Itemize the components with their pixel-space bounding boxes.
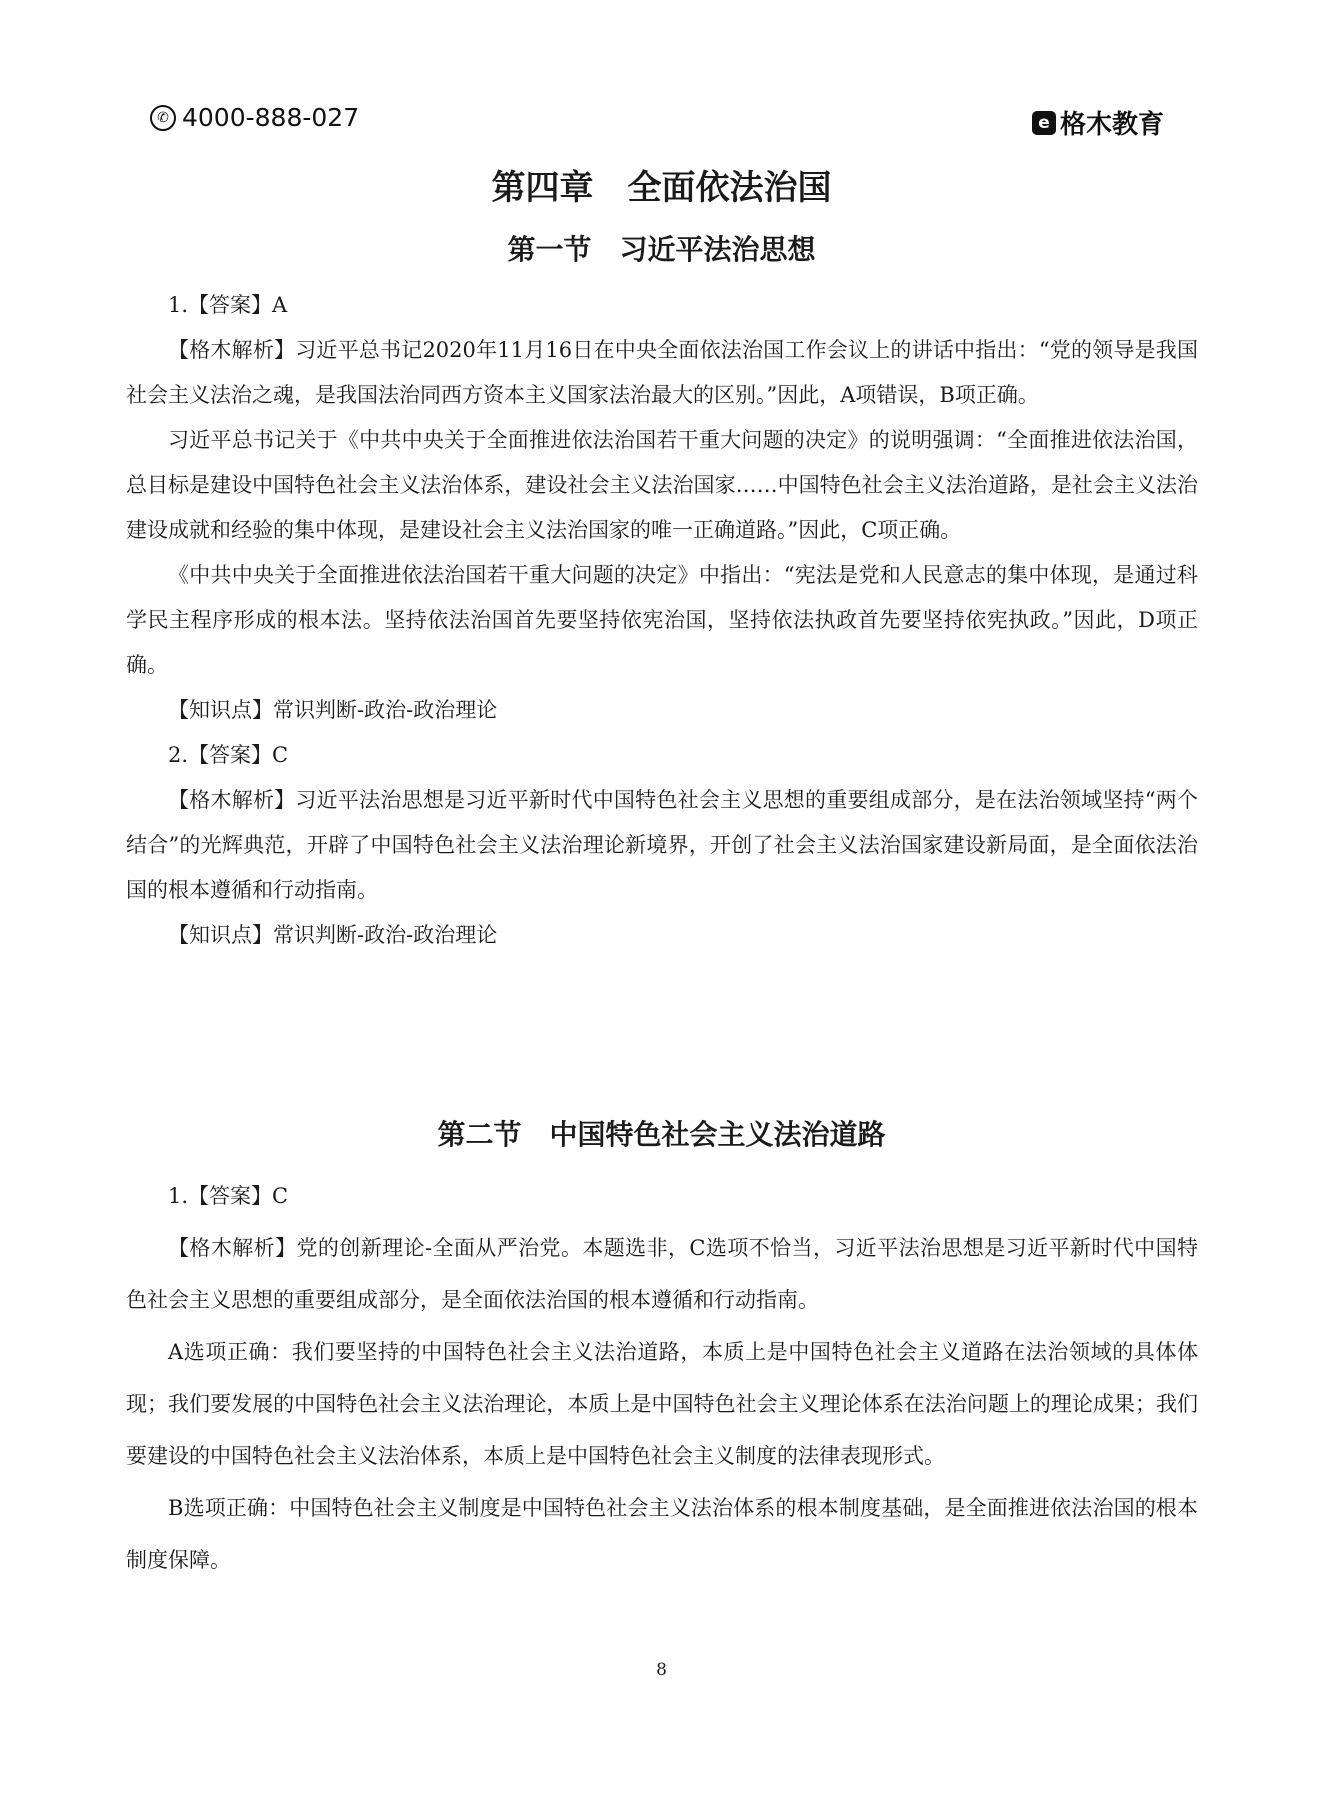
answer-line: 1.【答案】A [168,293,288,317]
chapter-title: 第四章 全面依法治国 [491,168,832,208]
section-2-body [126,1170,1198,1586]
option-explanation: B选项正确：中国特色社会主义制度是中国特色社会主义法治体系的根本制度基础，是全面推进依法治国的根本制度保障。 [126,1496,1198,1572]
header-phone [150,103,359,132]
phone-number: 4000-888-027 [182,103,360,132]
answer-line: 1.【答案】C [168,1184,289,1208]
option-explanation: A选项正确：我们要坚持的中国特色社会主义法治道路，本质上是中国特色社会主义道路在法治领域的具体体现；我们要发展的中国特色社会主义法治理论，本质上是中国特色社会主义理论体系在法治问题上的理论成果；我们要建设的中国特色社会主义法治体系，本质上是中国特色社会主义制度的法律表现形式。 [126,1340,1198,1468]
analysis-paragraph: 【格木解析】习近平法治思想是习近平新时代中国特色社会主义思想的重要组成部分，是在法治领域坚持“两个结合”的光辉典范，开辟了中国特色社会主义法治理论新境界，开创了社会主义法治国家建设新局面，是全面依法治国的根本遵循和行动指南。 [126,788,1198,902]
brand-logo [1032,104,1164,141]
page-number: 8 [656,1660,667,1680]
section-title-1: 第一节 习近平法治思想 [507,233,816,266]
analysis-paragraph: 【格木解析】习近平总书记2020年11月16日在中央全面依法治国工作会议上的讲话中指出：“党的领导是我国社会主义法治之魂，是我国法治同西方资本主义国家法治最大的区别。”因此，A项错误，B项正确。 [126,338,1198,407]
section-title-2: 第二节 中国特色社会主义法治道路 [437,1118,886,1151]
analysis-paragraph: 《中共中央关于全面推进依法治国若干重大问题的决定》中指出：“宪法是党和人民意志的集中体现，是通过科学民主程序形成的根本法。坚持依法治国首先要坚持依宪治国，坚持依法执政首先要坚持依宪执政。”因此，D项正确。 [126,563,1198,677]
logo-text: 格木教育 [1060,110,1165,140]
analysis-paragraph: 习近平总书记关于《中共中央关于全面推进依法治国若干重大问题的决定》的说明强调：“全面推进依法治国，总目标是建设中国特色社会主义法治体系，建设社会主义法治国家……中国特色社会主义法治道路，是社会主义法治建设成就和经验的集中体现，是建设社会主义法治国家的唯一正确道路。”因此，C项正确。 [126,428,1198,542]
answer-line: 2.【答案】C [168,743,289,767]
logo-icon: e [1032,111,1056,135]
phone-icon: ✆ [150,105,176,131]
analysis-paragraph: 【格木解析】党的创新理论-全面从严治党。本题选非，C选项不恰当，习近平法治思想是习近平新时代中国特色社会主义思想的重要组成部分，是全面依法治国的根本遵循和行动指南。 [126,1236,1198,1312]
knowledge-point: 【知识点】常识判断-政治-政治理论 [168,923,498,947]
knowledge-point: 【知识点】常识判断-政治-政治理论 [168,698,498,722]
section-1-body [126,283,1198,958]
